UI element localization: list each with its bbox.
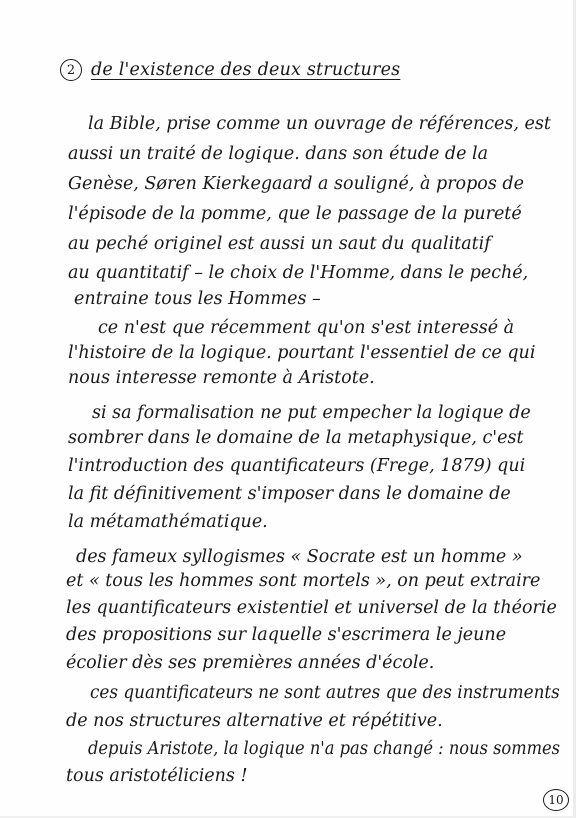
- text-line: depuis Aristote, la logique n'a pas changé : nous sommes: [88, 739, 561, 759]
- text-line: entraine tous les Hommes –: [74, 289, 321, 309]
- text-line: au peché originel est aussi un saut du qualitatif: [68, 234, 491, 254]
- section-heading: [60, 56, 400, 84]
- text-line: au quantitatif – le choix de l'Homme, dans le peché,: [68, 263, 529, 283]
- text-line: de nos structures alternative et répétitive.: [66, 711, 443, 731]
- text-line: et « tous les hommes sont mortels », on peut extraire: [66, 571, 541, 591]
- text-line: sombrer dans le domaine de la metaphysique, c'est: [68, 428, 524, 448]
- text-line: l'épisode de la pomme, que le passage de la pureté: [68, 204, 522, 224]
- section-title: de l'existence des deux structures: [91, 60, 401, 80]
- text-line: ce n'est que récemment qu'on s'est interessé à: [98, 318, 515, 338]
- page-number: 10: [543, 789, 569, 811]
- text-line: l'histoire de la logique. pourtant l'essentiel de ce qui: [68, 343, 536, 363]
- text-line: la métamathématique.: [68, 512, 268, 532]
- text-line: écolier dès ses premières années d'école.: [66, 653, 435, 673]
- text-line: si sa formalisation ne put empecher la logique de: [92, 403, 531, 423]
- text-line: tous aristotéliciens !: [66, 766, 248, 786]
- text-line: la Bible, prise comme un ouvrage de références, est: [88, 114, 551, 134]
- text-line: ces quantificateurs ne sont autres que des instruments: [90, 683, 560, 703]
- text-line: l'introduction des quantificateurs (Frege, 1879) qui: [68, 456, 526, 476]
- text-line: des fameux syllogismes « Socrate est un homme »: [76, 547, 523, 567]
- text-line: aussi un traité de logique. dans son étude de la: [68, 144, 489, 164]
- text-line: la fit définitivement s'imposer dans le domaine de: [68, 484, 511, 504]
- text-line: nous interesse remonte à Aristote.: [68, 368, 375, 388]
- text-line: Genèse, Søren Kierkegaard a souligné, à propos de: [68, 174, 524, 194]
- text-line: des propositions sur laquelle s'escrimera le jeune: [66, 625, 507, 645]
- section-number: 2: [60, 59, 82, 81]
- text-line: les quantificateurs existentiel et universel de la théorie: [66, 598, 557, 618]
